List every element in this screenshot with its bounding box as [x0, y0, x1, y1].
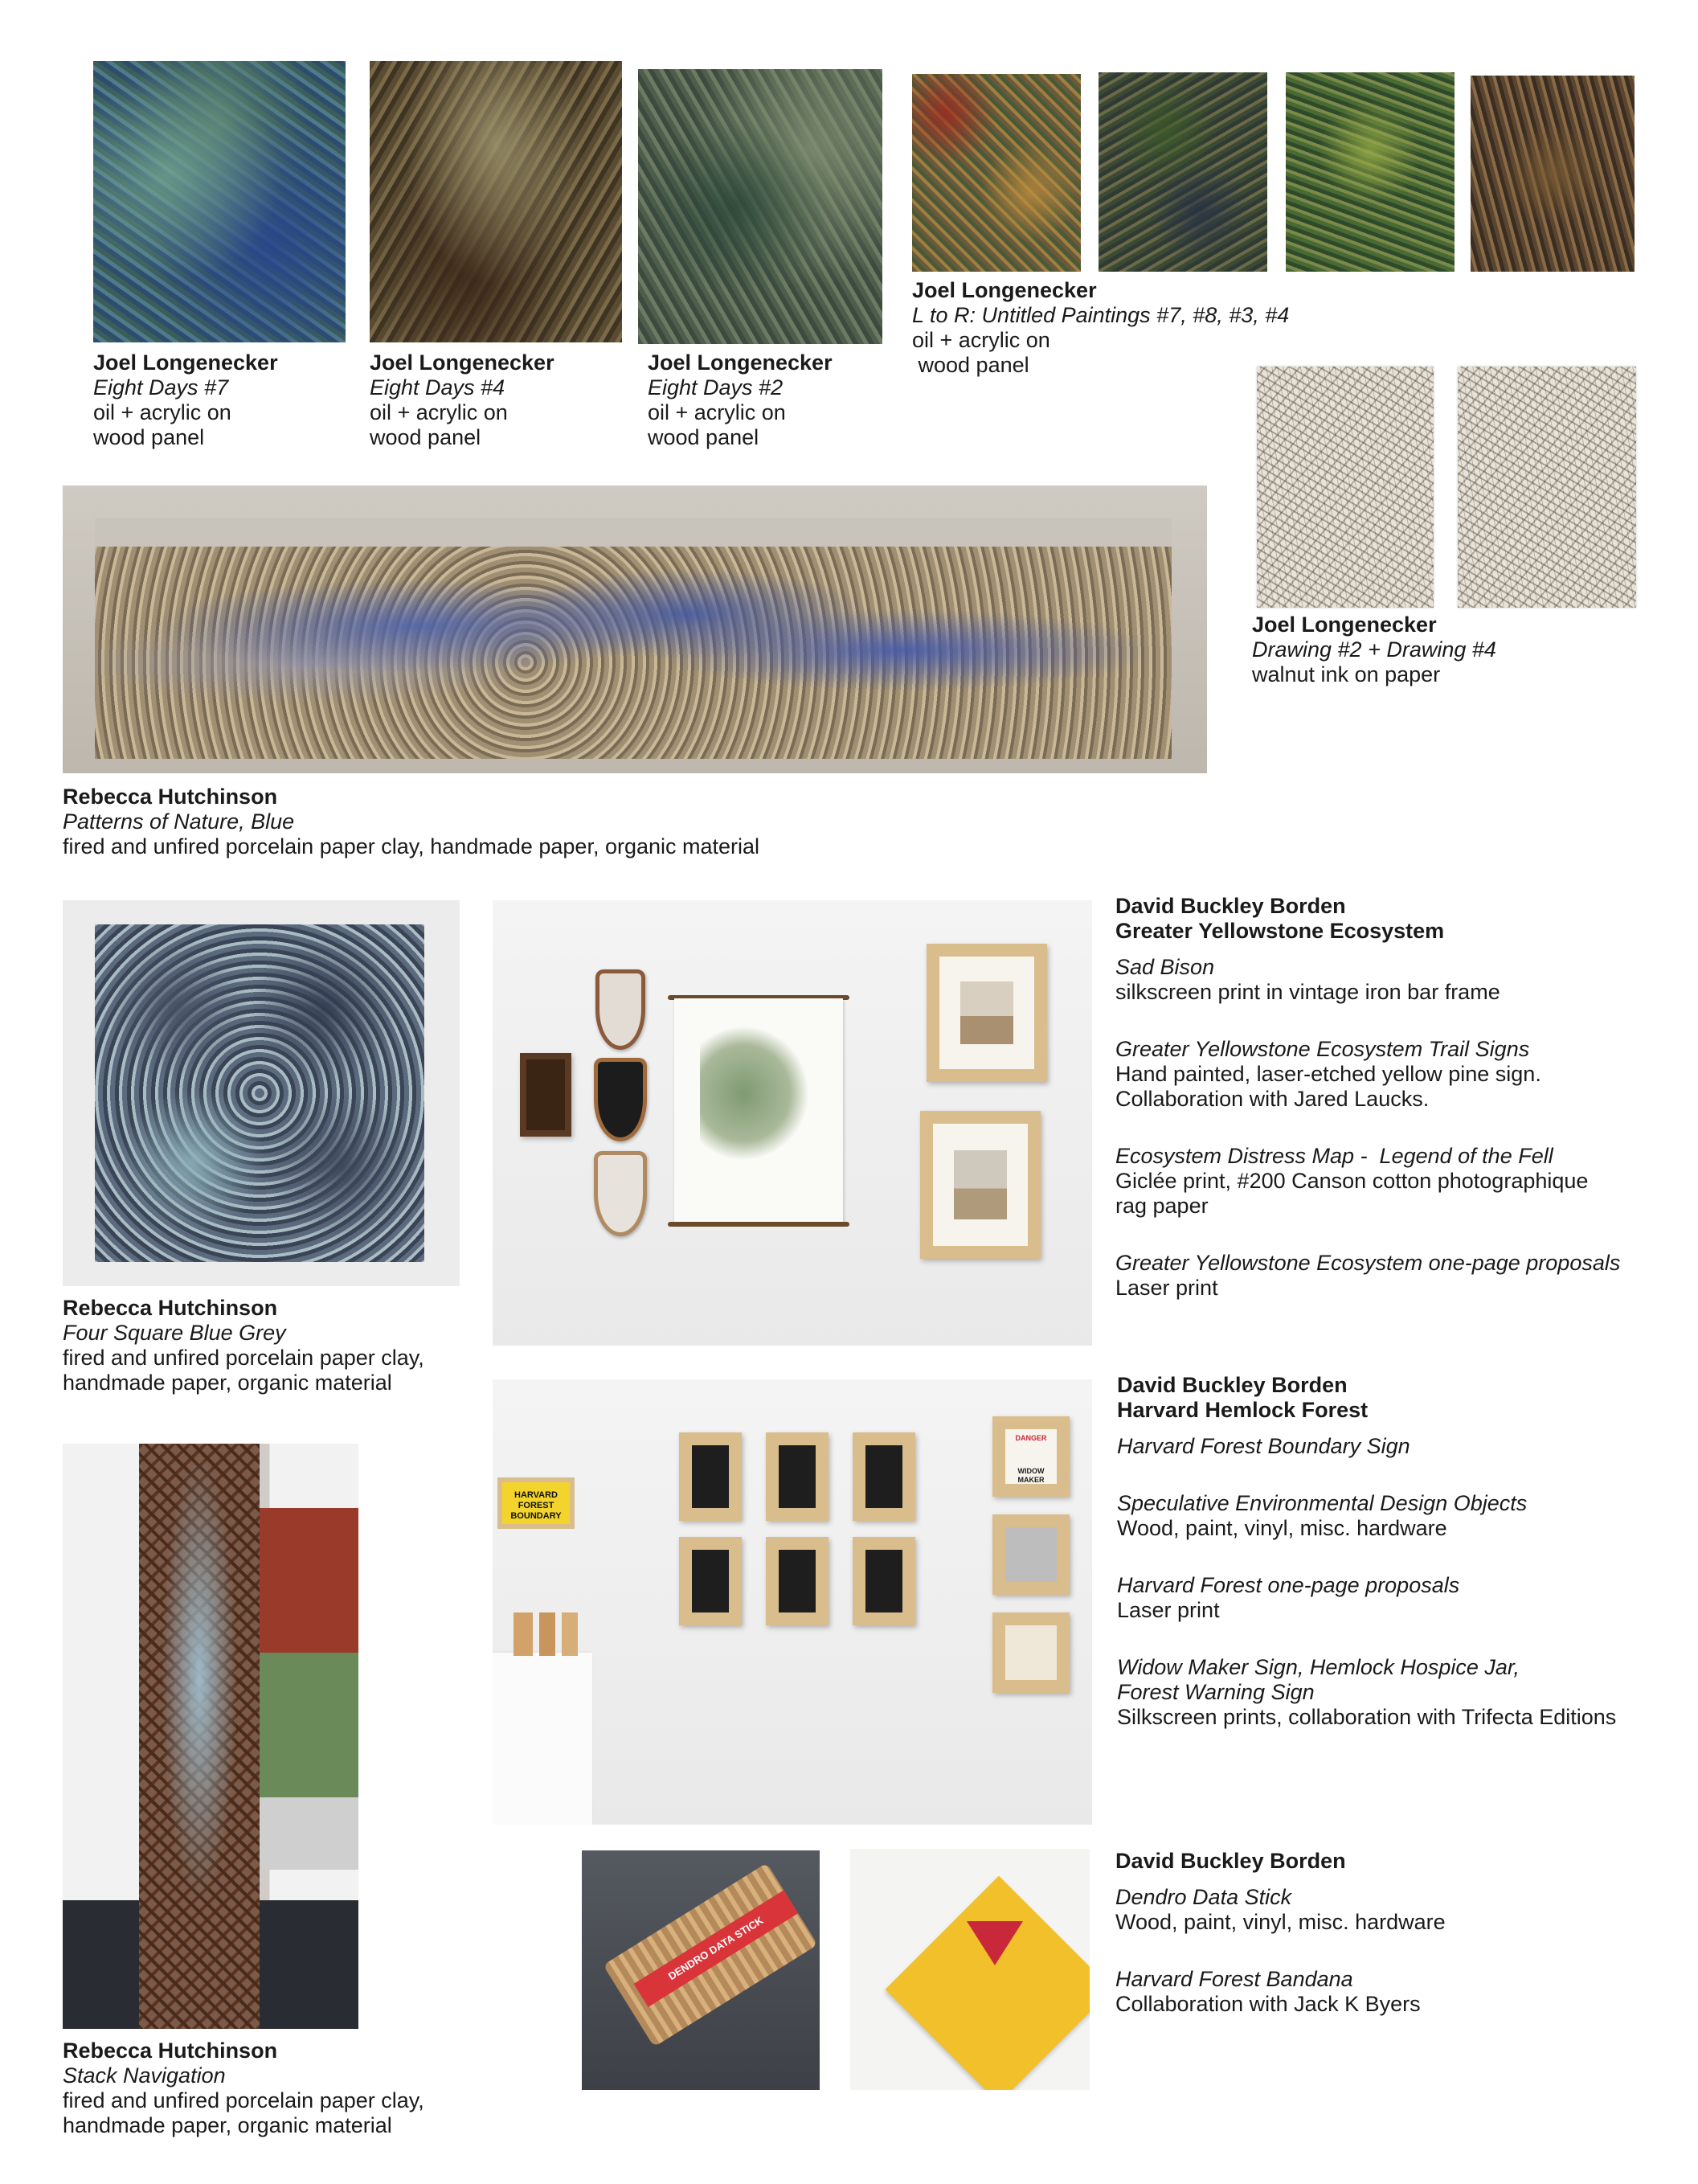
- caption-work-desc: Wood, paint, vinyl, misc. hardware: [1115, 1910, 1446, 1934]
- wall-sculpture: [95, 924, 424, 1262]
- trail-sign-window: [520, 1053, 571, 1137]
- caption-four-square: [63, 1296, 424, 1395]
- installation-harvard-hemlock-forest: [493, 1379, 1092, 1825]
- caption-medium: oil + acrylic on: [648, 400, 786, 424]
- caption-medium: handmade paper, organic material: [63, 1371, 392, 1395]
- dendro-data-stick-photo: [582, 1850, 820, 2090]
- caption-work-title: Dendro Data Stick: [1115, 1885, 1292, 1909]
- caption-work-desc: Laser print: [1115, 1276, 1218, 1300]
- caption-work-desc: Wood, paint, vinyl, misc. hardware: [1117, 1516, 1447, 1540]
- caption-artist: Joel Longenecker: [1252, 613, 1437, 637]
- dendro-data-stick: [603, 1863, 817, 2047]
- installation-four-square-blue-grey: [63, 900, 460, 1286]
- tower-sculpture: [139, 1444, 260, 2029]
- pedestal: [493, 1653, 592, 1825]
- caption-title: Eight Days #7: [93, 375, 229, 400]
- caption-artist: Rebecca Hutchinson: [63, 1296, 278, 1320]
- caption-work-desc: rag paper: [1115, 1194, 1209, 1218]
- map-bottom-rod: [668, 1222, 849, 1227]
- caption-medium: wood panel: [370, 425, 481, 449]
- harvard-forest-bandana-photo: [850, 1849, 1090, 2090]
- caption-harvard-hemlock: [1117, 1373, 1616, 1730]
- caption-eight-days-4: [370, 350, 554, 450]
- caption-medium: wood panel: [912, 353, 1029, 377]
- caption-title: Eight Days #4: [370, 375, 505, 400]
- caption-artist: David Buckley Borden: [1117, 1373, 1348, 1397]
- caption-artist: Rebecca Hutchinson: [63, 785, 278, 809]
- trail-sign-shield-3: [594, 1151, 647, 1236]
- caption-project: Harvard Hemlock Forest: [1117, 1398, 1369, 1422]
- hemlock-hospice-jar: [992, 1514, 1070, 1595]
- caption-medium: walnut ink on paper: [1252, 662, 1441, 686]
- proposal-frame: [766, 1537, 829, 1625]
- painting-eight-days-7: [93, 61, 346, 342]
- caption-artist: David Buckley Borden: [1115, 894, 1346, 918]
- caption-title: Four Square Blue Grey: [63, 1321, 286, 1345]
- caption-work-title: Sad Bison: [1115, 955, 1215, 979]
- proposal-frame: [766, 1432, 829, 1521]
- caption-work-desc: silkscreen print in vintage iron bar frame: [1115, 980, 1500, 1004]
- rug-sculpture: [95, 518, 1172, 759]
- caption-medium: fired and unfired porcelain paper clay, handmade paper, organic material: [63, 834, 760, 858]
- painting-eight-days-4: [370, 61, 622, 342]
- caption-work-desc: Laser print: [1117, 1598, 1220, 1622]
- caption-title: Stack Navigation: [63, 2063, 226, 2088]
- caption-artist: Joel Longenecker: [648, 350, 833, 375]
- bandana: [886, 1876, 1090, 2090]
- proposal-frame: [679, 1432, 742, 1521]
- proposal-frame: [853, 1537, 915, 1625]
- design-objects: [513, 1612, 578, 1656]
- caption-title: Drawing #2 + Drawing #4: [1252, 637, 1496, 662]
- caption-work-title: Harvard Forest Boundary Sign: [1117, 1434, 1410, 1458]
- caption-objects: [1115, 1849, 1446, 2017]
- data-stick-label: DENDRO DATA STICK: [634, 1890, 799, 2006]
- caption-medium: oil + acrylic on: [370, 400, 508, 424]
- caption-medium: fired and unfired porcelain paper clay,: [63, 1346, 424, 1370]
- drawing-4: [1458, 367, 1636, 608]
- caption-medium: fired and unfired porcelain paper clay,: [63, 2088, 424, 2112]
- caption-work-title: Harvard Forest one-page proposals: [1117, 1573, 1460, 1597]
- caption-work-desc: Hand painted, laser-etched yellow pine sign.: [1115, 1062, 1541, 1086]
- installation-stack-navigation: [63, 1444, 358, 2029]
- caption-eight-days-7: [93, 350, 278, 450]
- caption-work-desc: Silkscreen prints, collaboration with Trifecta Editions: [1117, 1705, 1617, 1729]
- trail-sign-shield-2: [594, 1058, 647, 1141]
- window: [254, 1508, 358, 1870]
- caption-patterns-blue: [63, 785, 759, 859]
- caption-work-title: Harvard Forest Bandana: [1115, 1967, 1353, 1991]
- caption-drawings: [1252, 613, 1496, 687]
- proposal-frame: [679, 1537, 742, 1625]
- bandana-emblem: [967, 1921, 1023, 1965]
- proposal-frame: [920, 1111, 1041, 1259]
- caption-artist: Joel Longenecker: [93, 350, 278, 375]
- painting-untitled-7: [912, 74, 1081, 272]
- harvard-forest-boundary-sign: HARVARD FOREST BOUNDARY: [497, 1477, 575, 1529]
- caption-work-title: Widow Maker Sign, Hemlock Hospice Jar,: [1117, 1655, 1520, 1679]
- caption-artist: Joel Longenecker: [370, 350, 554, 375]
- caption-title: Patterns of Nature, Blue: [63, 809, 295, 834]
- caption-title: L to R: Untitled Paintings #7, #8, #3, #4: [912, 303, 1290, 327]
- caption-medium: wood panel: [648, 425, 759, 449]
- caption-work-desc: Collaboration with Jared Laucks.: [1115, 1087, 1430, 1111]
- painting-eight-days-2: [638, 69, 882, 344]
- sad-bison-frame: [927, 944, 1047, 1082]
- caption-work-title: Greater Yellowstone Ecosystem Trail Signs: [1115, 1037, 1530, 1061]
- painting-untitled-3: [1286, 72, 1455, 272]
- caption-medium: handmade paper, organic material: [63, 2113, 392, 2137]
- proposal-frame: [853, 1432, 915, 1521]
- painting-untitled-4: [1471, 76, 1635, 272]
- caption-stack-navigation: [63, 2039, 424, 2138]
- caption-medium: oil + acrylic on: [912, 328, 1050, 352]
- caption-eight-days-2: [648, 350, 833, 450]
- caption-work-title: Greater Yellowstone Ecosystem one-page proposals: [1115, 1251, 1621, 1275]
- caption-title: Eight Days #2: [648, 375, 784, 400]
- caption-medium: wood panel: [93, 425, 205, 449]
- forest-warning-sign: [992, 1612, 1070, 1693]
- caption-artist: Rebecca Hutchinson: [63, 2039, 278, 2063]
- caption-work-title: Forest Warning Sign: [1117, 1680, 1315, 1704]
- widow-maker-sign: [992, 1416, 1070, 1497]
- drawing-2: [1257, 367, 1434, 608]
- trail-sign-shield-1: [595, 969, 645, 1050]
- caption-work-title: Ecosystem Distress Map - Legend of the Fell: [1115, 1144, 1553, 1168]
- caption-artist: Joel Longenecker: [912, 278, 1097, 302]
- painting-untitled-8: [1099, 72, 1267, 272]
- danger-label: DANGER: [1015, 1434, 1047, 1442]
- caption-yellowstone: [1115, 894, 1620, 1301]
- ecosystem-distress-map: [674, 998, 843, 1223]
- caption-artist: David Buckley Borden: [1115, 1849, 1346, 1873]
- caption-work-desc: Collaboration with Jack K Byers: [1115, 1992, 1421, 2016]
- caption-medium: oil + acrylic on: [93, 400, 231, 424]
- caption-work-desc: Giclée print, #200 Canson cotton photographique: [1115, 1169, 1589, 1193]
- caption-project: Greater Yellowstone Ecosystem: [1115, 919, 1445, 943]
- caption-untitled-paintings: [912, 278, 1289, 378]
- installation-greater-yellowstone: [493, 900, 1092, 1346]
- installation-patterns-of-nature-blue: [63, 486, 1207, 773]
- caption-work-title: Speculative Environmental Design Objects: [1117, 1491, 1528, 1515]
- widow-maker-label: WIDOW MAKER: [1017, 1467, 1045, 1484]
